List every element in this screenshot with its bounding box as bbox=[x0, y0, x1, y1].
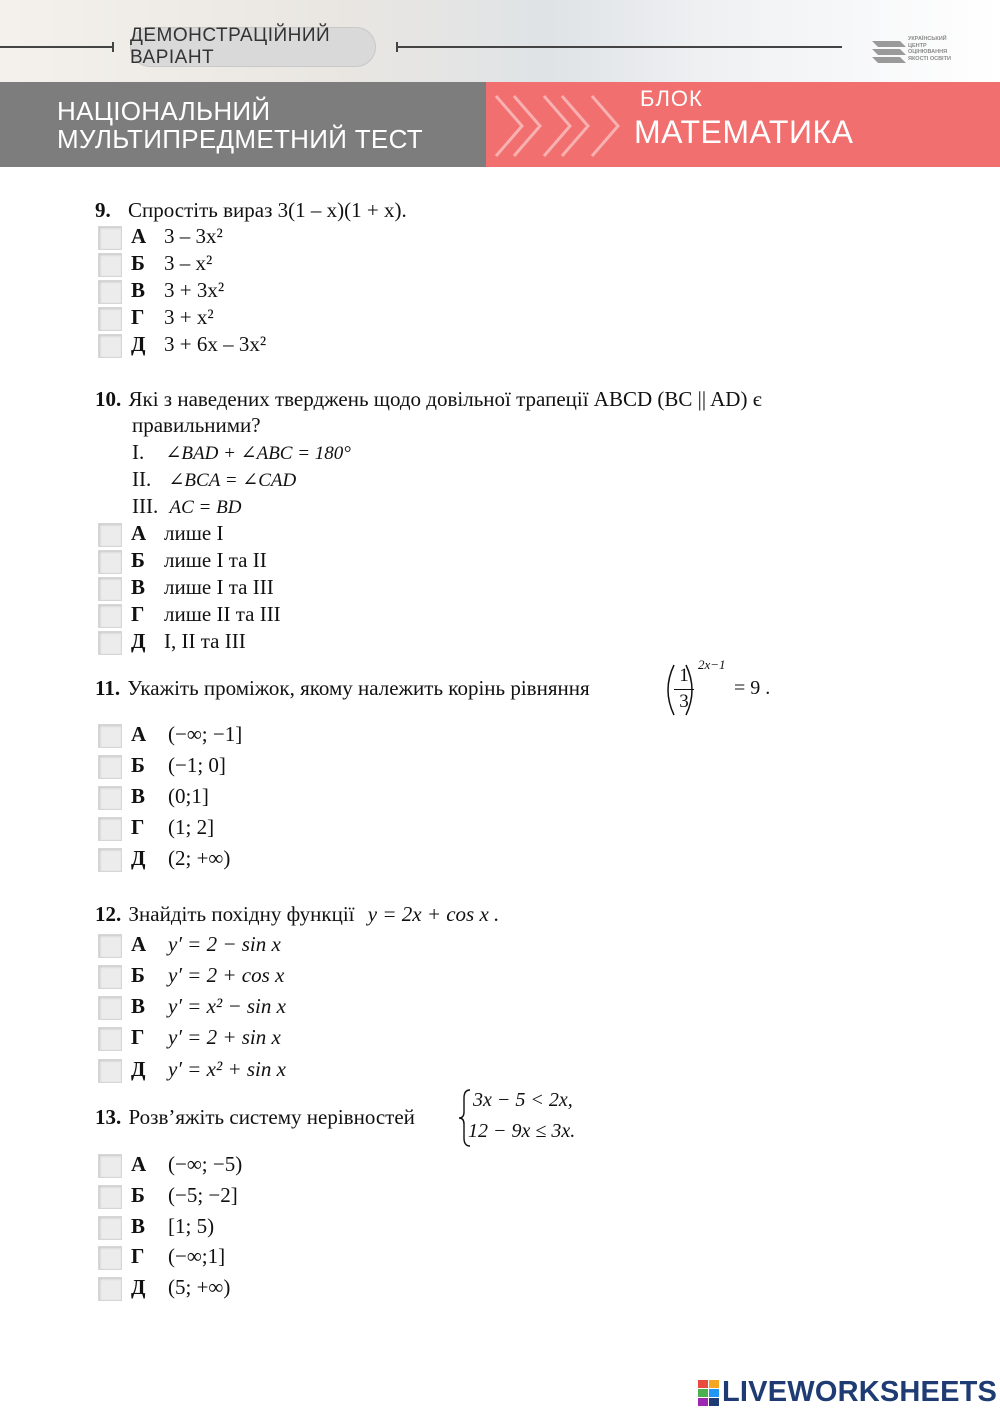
option-value: y′ = x² + sin x bbox=[168, 1057, 286, 1081]
subject-title: МАТЕМАТИКА bbox=[634, 114, 854, 150]
answer-checkbox[interactable] bbox=[98, 724, 122, 748]
option-letter: Б bbox=[131, 251, 145, 275]
option-letter: Б bbox=[131, 963, 145, 987]
option-13-a[interactable] bbox=[98, 1152, 598, 1178]
option-value: y′ = 2 + cos x bbox=[168, 963, 285, 987]
org-logo-text: УКРАЇНСЬКИЙ ЦЕНТР ОЦІНЮВАННЯ ЯКОСТІ ОСВІТИ bbox=[908, 36, 951, 62]
option-13-c[interactable] bbox=[98, 1214, 598, 1240]
answer-checkbox[interactable] bbox=[98, 307, 122, 331]
option-value: 3 + 6x – 3x² bbox=[164, 332, 267, 356]
question-number: 13. bbox=[95, 1105, 122, 1129]
option-12-d[interactable] bbox=[98, 1025, 598, 1051]
statement-label: III. bbox=[132, 494, 159, 518]
answer-checkbox[interactable] bbox=[98, 253, 122, 277]
fraction-numerator: 1 bbox=[679, 665, 689, 686]
question-function: y = 2x + cos x . bbox=[367, 902, 500, 926]
option-9-e[interactable] bbox=[98, 332, 598, 358]
option-11-b[interactable] bbox=[98, 753, 598, 779]
option-value: (5; +∞) bbox=[168, 1275, 231, 1299]
equation-exponent: 2x−1 bbox=[698, 657, 726, 672]
answer-checkbox[interactable] bbox=[98, 523, 122, 547]
option-value: (−5; −2] bbox=[168, 1183, 238, 1207]
option-value: (0;1] bbox=[168, 784, 209, 808]
answer-checkbox[interactable] bbox=[98, 755, 122, 779]
option-value: 3 – x² bbox=[164, 251, 213, 275]
option-letter: Г bbox=[131, 602, 145, 626]
statement-value: AC = BD bbox=[169, 497, 242, 518]
question-text-continued: правильними? bbox=[132, 413, 261, 437]
option-letter: Д bbox=[131, 1057, 146, 1081]
answer-checkbox[interactable] bbox=[98, 334, 122, 358]
equation-rhs: = 9 . bbox=[734, 677, 771, 699]
option-letter: Б bbox=[131, 753, 145, 777]
statement-value: ∠BAD + ∠ABC = 180° bbox=[165, 443, 351, 464]
option-letter: А bbox=[131, 932, 147, 956]
answer-checkbox[interactable] bbox=[98, 934, 122, 958]
option-letter: А bbox=[131, 722, 147, 746]
option-value: [1; 5) bbox=[168, 1214, 215, 1238]
answer-checkbox[interactable] bbox=[98, 965, 122, 989]
answer-checkbox[interactable] bbox=[98, 1059, 122, 1083]
option-letter: В bbox=[131, 1214, 146, 1238]
option-value: y′ = 2 − sin x bbox=[168, 932, 281, 956]
option-12-c[interactable] bbox=[98, 994, 598, 1020]
option-10-b[interactable] bbox=[98, 548, 598, 574]
option-value: 3 – 3x² bbox=[164, 224, 223, 248]
statement-1 bbox=[132, 440, 351, 465]
question-text: Укажіть проміжок, якому належить корінь рівняння bbox=[127, 676, 590, 700]
option-value: (−∞; −1] bbox=[168, 722, 243, 746]
option-value: (−1; 0] bbox=[168, 753, 226, 777]
option-13-e[interactable] bbox=[98, 1275, 598, 1301]
option-value: лише I bbox=[164, 521, 224, 545]
answer-checkbox[interactable] bbox=[98, 996, 122, 1020]
fraction-denominator: 3 bbox=[679, 691, 689, 712]
option-10-e[interactable] bbox=[98, 629, 598, 655]
option-10-c[interactable] bbox=[98, 575, 598, 601]
answer-checkbox[interactable] bbox=[98, 1277, 122, 1301]
answer-checkbox[interactable] bbox=[98, 577, 122, 601]
option-9-b[interactable] bbox=[98, 251, 598, 277]
option-letter: А bbox=[131, 1152, 147, 1176]
option-letter: В bbox=[131, 278, 146, 302]
system-line-2: 12 − 9x ≤ 3x. bbox=[468, 1120, 576, 1142]
option-letter: Г bbox=[131, 815, 145, 839]
statement-2 bbox=[132, 467, 296, 492]
answer-checkbox[interactable] bbox=[98, 1246, 122, 1270]
option-value: (−∞; −5) bbox=[168, 1152, 243, 1176]
option-value: I, II та III bbox=[164, 629, 246, 653]
option-9-c[interactable] bbox=[98, 278, 598, 304]
option-value: (2; +∞) bbox=[168, 846, 231, 870]
option-letter: Б bbox=[131, 1183, 145, 1207]
answer-checkbox[interactable] bbox=[98, 280, 122, 304]
header-line-left-cap bbox=[112, 42, 114, 52]
answer-checkbox[interactable] bbox=[98, 550, 122, 574]
option-letter: А bbox=[131, 224, 147, 248]
statement-label: II. bbox=[132, 467, 152, 491]
answer-checkbox[interactable] bbox=[98, 1154, 122, 1178]
answer-checkbox[interactable] bbox=[98, 1185, 122, 1209]
option-letter: Г bbox=[131, 1244, 145, 1268]
answer-checkbox[interactable] bbox=[98, 226, 122, 250]
question-11 bbox=[95, 675, 590, 702]
option-value: (1; 2] bbox=[168, 815, 215, 839]
question-text: Спростіть вираз 3(1 – x)(1 + x). bbox=[128, 198, 407, 222]
question-number: 11. bbox=[95, 676, 121, 700]
option-letter: Д bbox=[131, 332, 146, 356]
option-value: 3 + 3x² bbox=[164, 278, 225, 302]
option-11-e[interactable] bbox=[98, 846, 598, 872]
question-number: 10. bbox=[95, 387, 122, 411]
option-11-c[interactable] bbox=[98, 784, 598, 810]
option-10-d[interactable] bbox=[98, 602, 598, 628]
answer-checkbox[interactable] bbox=[98, 1216, 122, 1240]
option-10-a[interactable] bbox=[98, 521, 598, 547]
option-letter: Д bbox=[131, 629, 146, 653]
option-value: лише II та III bbox=[164, 602, 281, 626]
option-12-b[interactable] bbox=[98, 963, 598, 989]
chevrons-icon bbox=[494, 92, 626, 160]
option-9-d[interactable] bbox=[98, 305, 598, 331]
option-letter: В bbox=[131, 784, 146, 808]
answer-checkbox[interactable] bbox=[98, 604, 122, 628]
statement-value: ∠BCA = ∠CAD bbox=[168, 470, 297, 491]
option-value: 3 + x² bbox=[164, 305, 214, 329]
option-letter: Б bbox=[131, 548, 145, 572]
option-letter: В bbox=[131, 575, 146, 599]
option-9-a[interactable] bbox=[98, 224, 598, 250]
answer-checkbox[interactable] bbox=[98, 786, 122, 810]
question-text: Які з наведених тверджень щодо довільної трапеції ABCD (BC || AD) є bbox=[128, 387, 762, 411]
option-value: y′ = x² − sin x bbox=[168, 994, 286, 1018]
option-letter: Г bbox=[131, 305, 145, 329]
option-11-d[interactable] bbox=[98, 815, 598, 841]
block-label: БЛОК bbox=[640, 86, 703, 111]
answer-checkbox[interactable] bbox=[98, 817, 122, 841]
test-title: НАЦІОНАЛЬНИЙ МУЛЬТИПРЕДМЕТНИЙ ТЕСТ bbox=[57, 96, 423, 154]
system-line-1: 3x − 5 < 2x, bbox=[473, 1089, 573, 1111]
liveworksheets-brand[interactable]: LIVEWORKSHEETS bbox=[722, 1376, 998, 1408]
option-letter: Г bbox=[131, 1025, 145, 1049]
option-letter: Д bbox=[131, 846, 146, 870]
header-line-left bbox=[0, 46, 112, 48]
variant-label: ДЕМОНСТРАЦІЙНИЙ ВАРІАНТ bbox=[130, 27, 376, 67]
option-value: y′ = 2 + sin x bbox=[168, 1025, 281, 1049]
statement-3 bbox=[132, 494, 241, 519]
question-9 bbox=[95, 197, 407, 224]
question-number: 9. bbox=[95, 198, 111, 222]
question-13 bbox=[95, 1104, 415, 1131]
option-value: лише I та II bbox=[164, 548, 267, 572]
option-11-a[interactable] bbox=[98, 722, 598, 748]
option-13-b[interactable] bbox=[98, 1183, 598, 1209]
option-value: лише I та III bbox=[164, 575, 274, 599]
answer-checkbox[interactable] bbox=[98, 848, 122, 872]
answer-checkbox[interactable] bbox=[98, 1027, 122, 1051]
statement-label: I. bbox=[132, 440, 145, 464]
option-12-e[interactable] bbox=[98, 1057, 598, 1083]
question-text: Розв’яжіть систему нерівностей bbox=[128, 1105, 415, 1129]
question-text: Знайдіть похідну функції bbox=[128, 902, 355, 926]
equation-11 bbox=[660, 659, 780, 719]
option-letter: А bbox=[131, 521, 147, 545]
answer-checkbox[interactable] bbox=[98, 631, 122, 655]
liveworksheets-logo-icon bbox=[698, 1380, 720, 1406]
question-number: 12. bbox=[95, 902, 122, 926]
option-value: (−∞;1] bbox=[168, 1244, 226, 1268]
question-12 bbox=[95, 901, 499, 928]
option-letter: Д bbox=[131, 1275, 146, 1299]
option-12-a[interactable] bbox=[98, 932, 598, 958]
option-13-d[interactable] bbox=[98, 1244, 598, 1270]
header-line-right bbox=[396, 46, 842, 48]
question-10 bbox=[95, 386, 762, 413]
option-letter: В bbox=[131, 994, 146, 1018]
